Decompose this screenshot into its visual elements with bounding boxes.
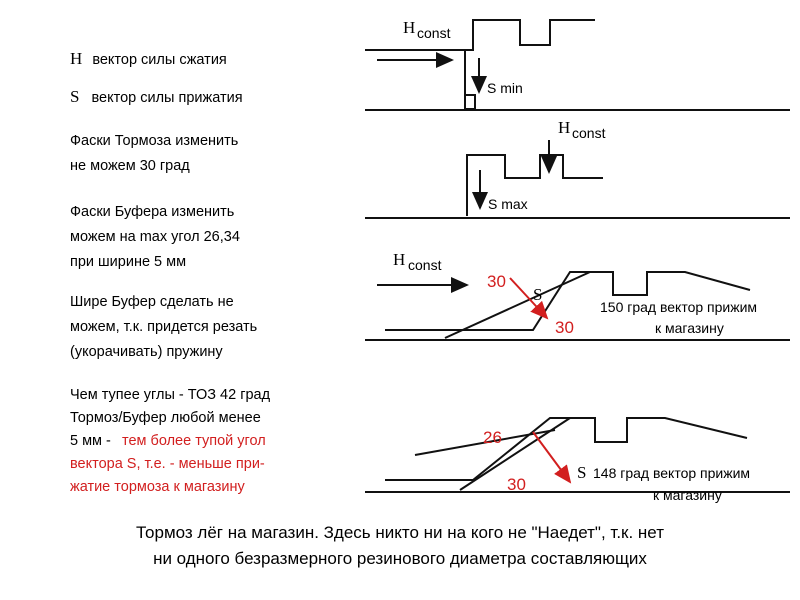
h-sub-2: const	[572, 125, 606, 141]
s-label-4: S	[577, 463, 587, 482]
panel-4	[365, 418, 790, 503]
s-label-2: S max	[488, 196, 528, 212]
panel-3	[365, 250, 790, 340]
angle-label-4a: 26	[483, 428, 502, 447]
legend-line	[70, 50, 227, 69]
h-label-1: H	[403, 18, 416, 37]
note-3-line2: к магазину	[655, 320, 724, 336]
legend-line: можем на max угол 26,34	[70, 229, 240, 245]
legend-symbol-s: S	[70, 87, 80, 106]
h-sub-1: const	[417, 25, 451, 41]
legend-line-red: жатие тормоза к магазину	[70, 479, 245, 495]
legend-symbol-h: H	[70, 49, 83, 68]
legend-line: Шире Буфер сделать не	[70, 294, 234, 310]
legend-label: вектор силы сжатия	[92, 52, 227, 68]
legend-line: Фаски Буфера изменить	[70, 204, 235, 220]
caption-block	[0, 520, 800, 572]
caption-line: ни одного безразмерного резинового диаметра составляющих	[153, 549, 647, 568]
note-3-line1: 150 град вектор прижим	[600, 299, 758, 315]
legend-line: не можем 30 град	[70, 158, 190, 174]
h-label-3: H	[393, 250, 406, 269]
legend-line-red: вектора S, т.е. - меньше при-	[70, 456, 265, 472]
legend-line-red: тем более тупой угол	[122, 433, 266, 449]
s-label-3: S	[533, 285, 543, 304]
angle-label-3a: 30	[487, 272, 506, 291]
panel-1	[365, 18, 790, 110]
angle-label-4b: 30	[507, 475, 526, 494]
contact-block-1	[465, 95, 475, 109]
legend-line: Тормоз/Буфер любой менее	[70, 410, 261, 426]
profile-1-left	[365, 50, 465, 108]
angle-label-3b: 30	[555, 318, 574, 337]
legend-line: при ширине 5 мм	[70, 254, 187, 270]
legend-line	[70, 88, 243, 107]
legend-line: Чем тупее углы - ТОЗ 42 град	[70, 387, 271, 403]
note-4-line1: 148 град вектор прижим	[593, 465, 751, 481]
h-sub-3: const	[408, 257, 442, 273]
legend-line: 5 мм -	[70, 433, 111, 449]
legend-line: можем, т.к. придется резать	[70, 319, 258, 335]
caption-line: Тормоз лёг на магазин. Здесь никто ни на кого не "Наедет", т.к. нет	[136, 523, 664, 542]
legend-line: (укорачивать) пружину	[70, 344, 223, 360]
profile-1-step	[465, 20, 595, 50]
legend-label: вектор силы прижатия	[91, 90, 243, 106]
h-label-2: H	[558, 118, 571, 137]
legend-text-block	[0, 0, 350, 510]
s-arrow-4	[533, 432, 570, 482]
legend-line: Фаски Тормоза изменить	[70, 133, 239, 149]
mechanism-diagrams	[355, 0, 800, 520]
s-label-1: S min	[487, 80, 523, 96]
note-4-line2: к магазину	[653, 487, 722, 503]
panel-2	[365, 118, 790, 218]
